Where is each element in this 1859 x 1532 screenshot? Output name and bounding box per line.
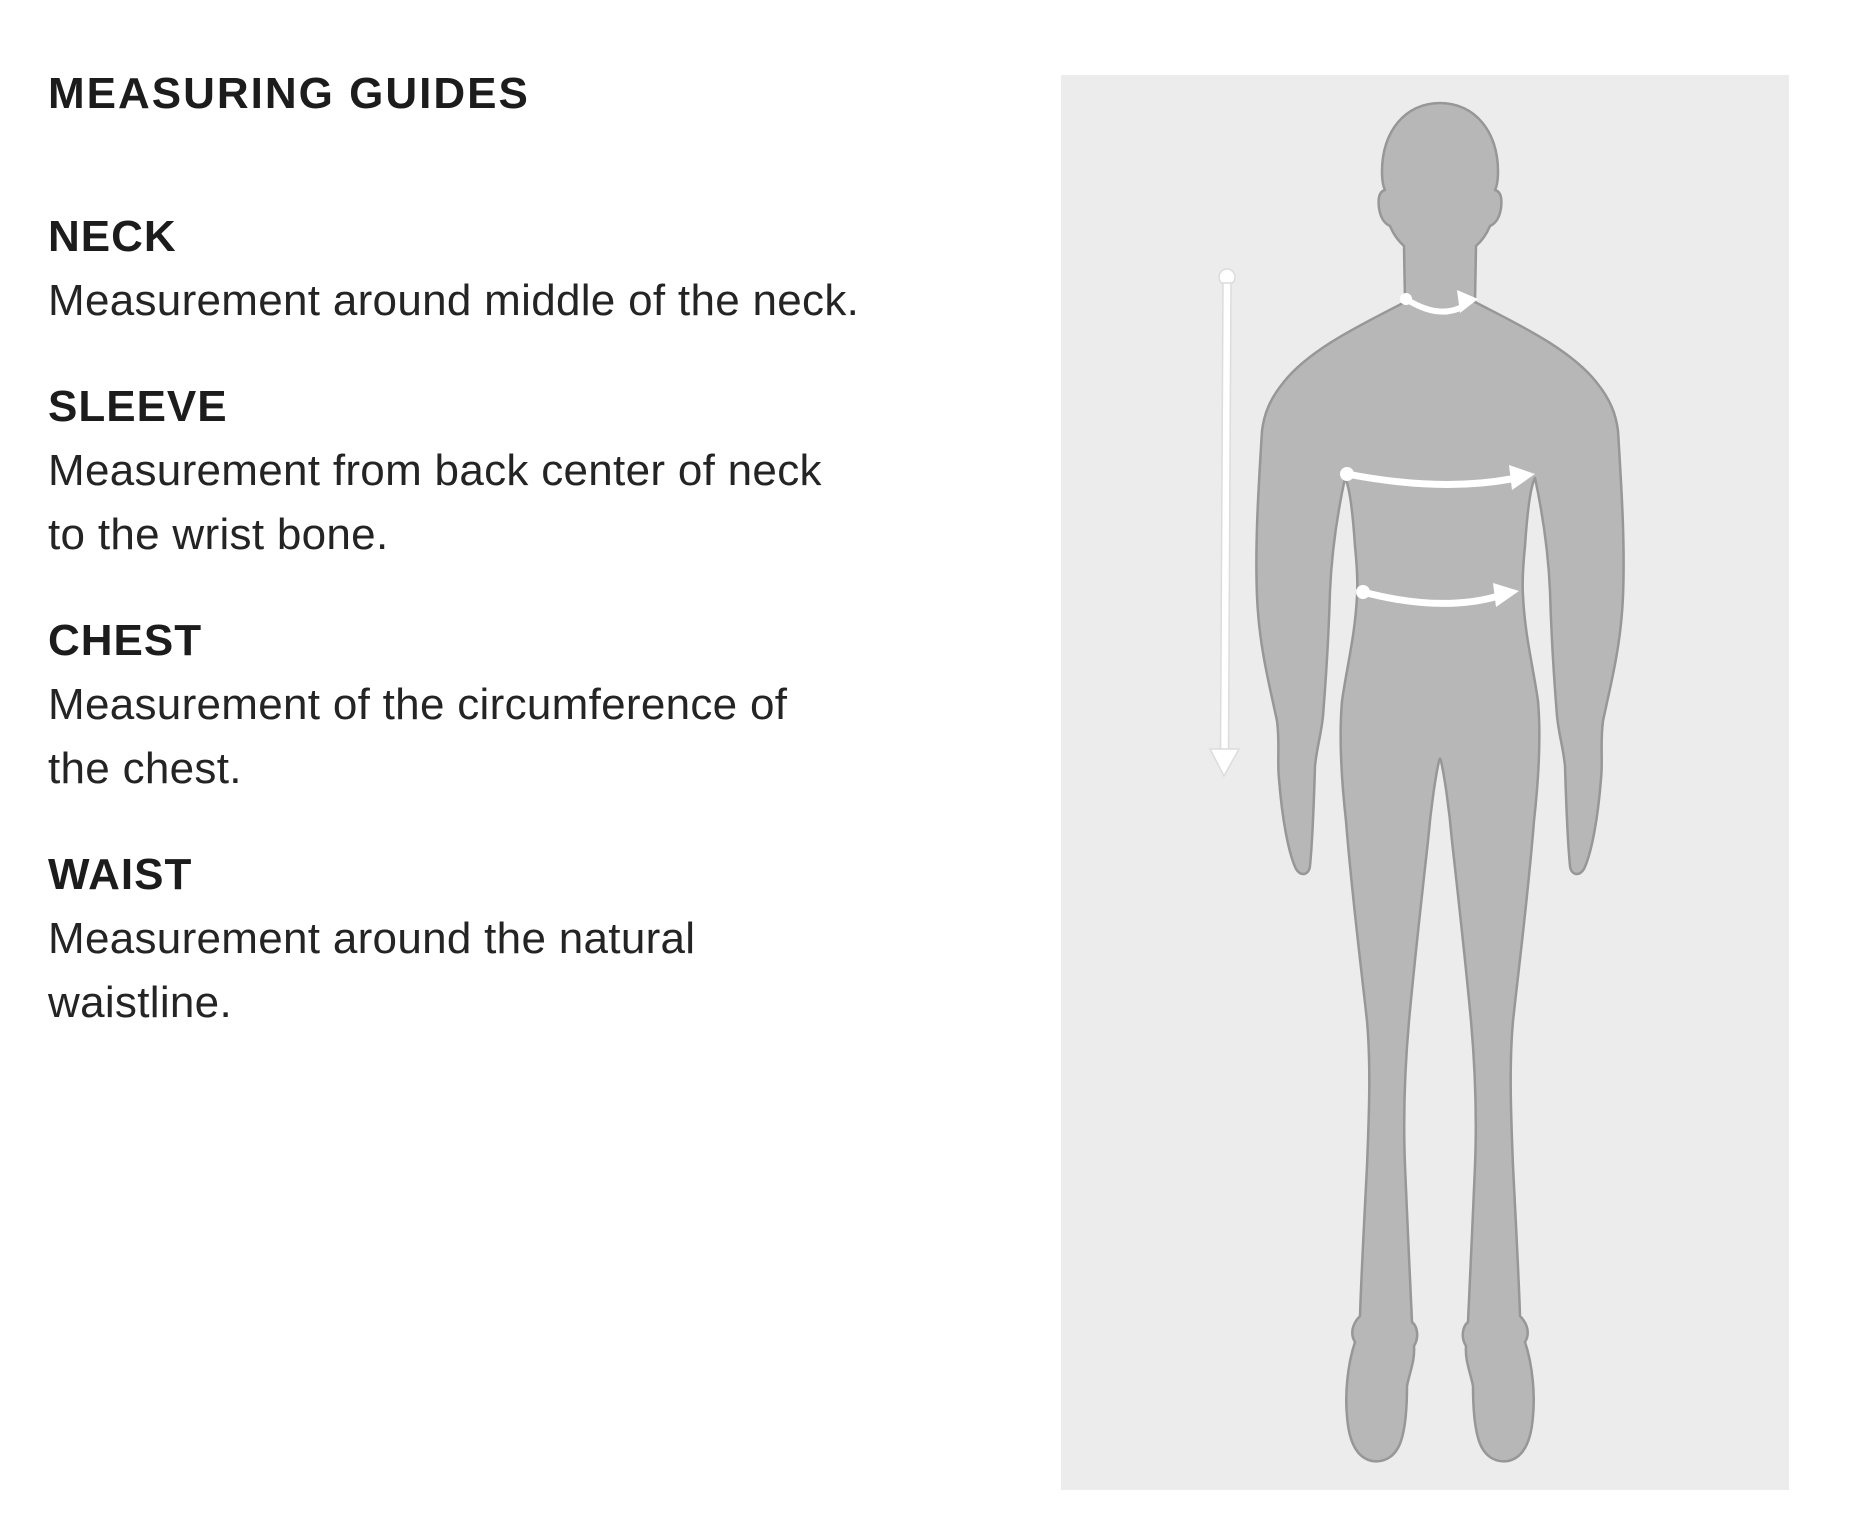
section-description-line: Measurement from back center of neck: [48, 446, 822, 495]
section-heading: CHEST: [48, 616, 203, 665]
arrow-head: [1210, 749, 1239, 776]
section-description-line: waistline.: [48, 978, 232, 1027]
section-description-line: Measurement around the natural: [48, 914, 696, 963]
measuring-guides-text: [48, 62, 1008, 1077]
section-description-line: the chest.: [48, 744, 242, 793]
figure-panel: [1061, 75, 1789, 1490]
section-description-line: Measurement of the circumference of: [48, 680, 788, 729]
section-heading: WAIST: [48, 850, 193, 899]
body-silhouette: [1256, 103, 1623, 1461]
sleeve-length-arrow: [1210, 269, 1239, 776]
section-description-line: Measurement around middle of the neck.: [48, 276, 860, 325]
section-neck: [48, 205, 1008, 333]
section-sleeve: [48, 375, 1008, 567]
section-description-line: to the wrist bone.: [48, 510, 389, 559]
section-heading: NECK: [48, 212, 177, 261]
body-measurement-diagram: [1061, 75, 1789, 1490]
section-waist: [48, 843, 1008, 1035]
arrow-shaft: [1221, 283, 1232, 751]
section-chest: [48, 609, 1008, 801]
section-heading: SLEEVE: [48, 382, 228, 431]
page-title: MEASURING GUIDES: [48, 69, 530, 118]
